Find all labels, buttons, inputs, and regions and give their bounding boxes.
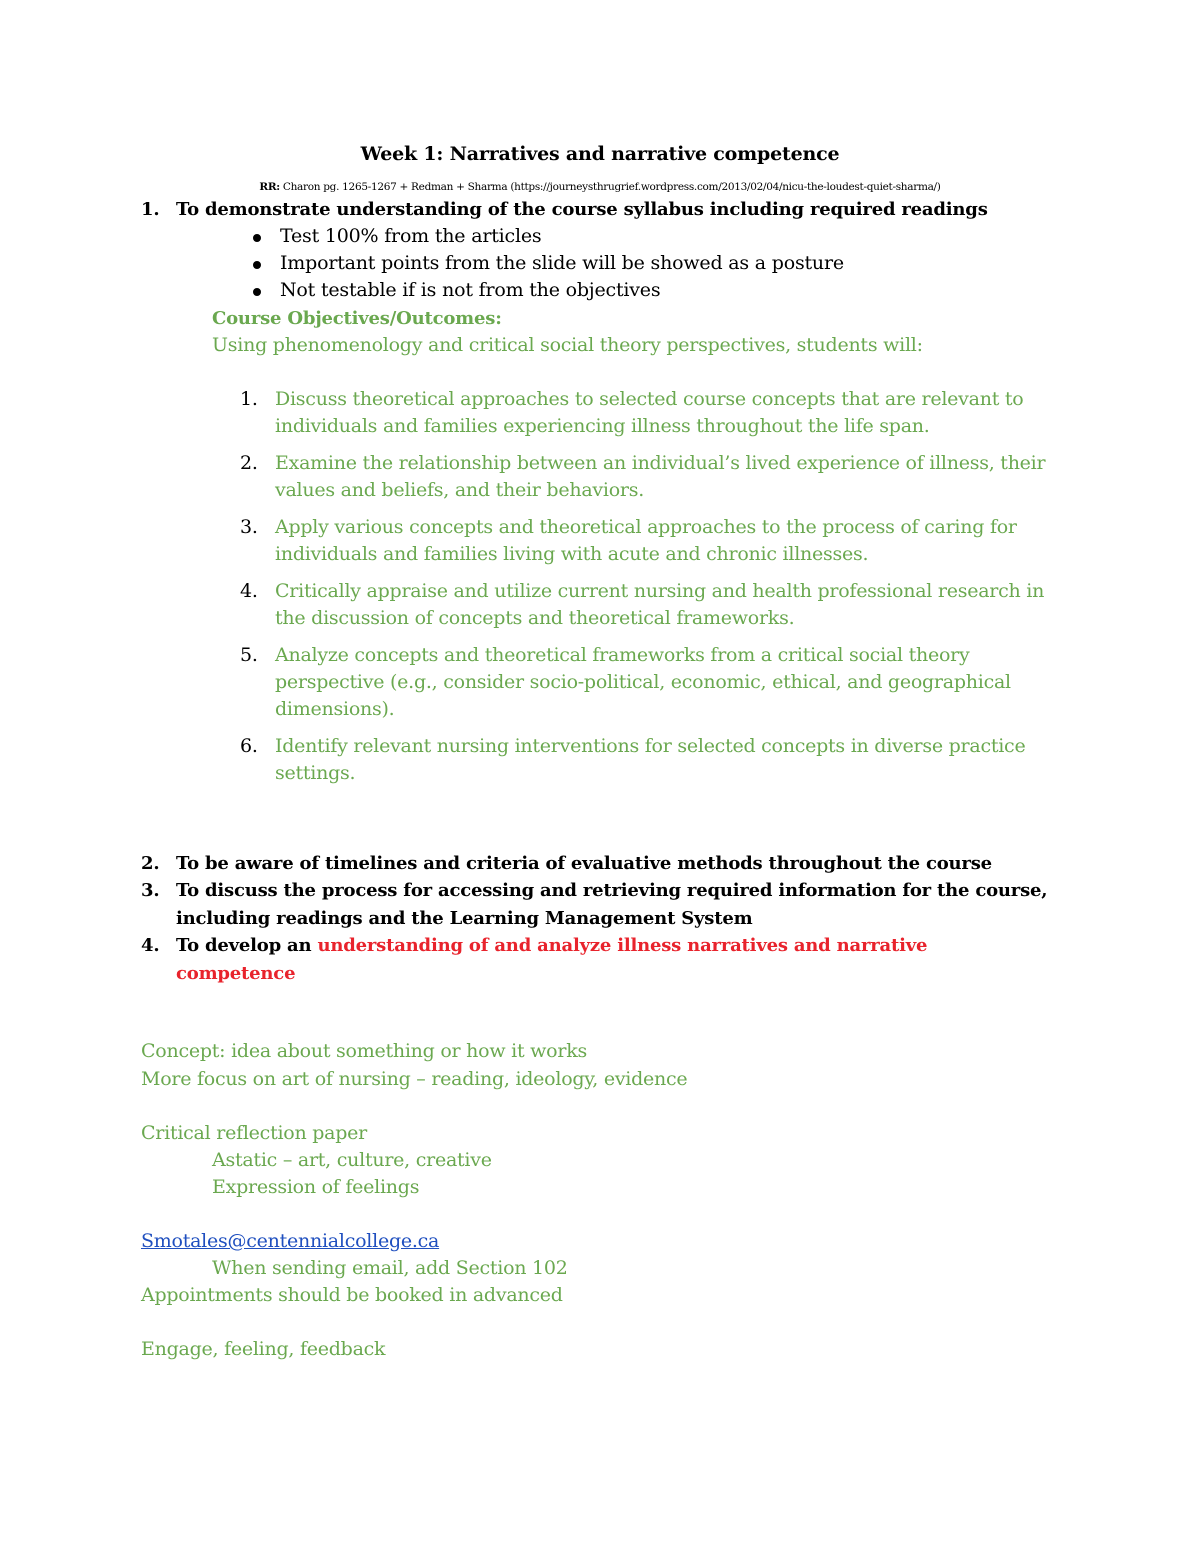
objective-number: 3. xyxy=(141,880,160,901)
list-number: 6. xyxy=(240,735,258,757)
list-number: 4. xyxy=(240,580,258,602)
required-readings-text: Charon pg. 1265-1267 + Redman + Sharma (https://journeysthrugrief.wordpress.com/2013/02/04/nicu-the-loudest-quiet-sharma/) xyxy=(279,181,941,193)
highlighted-text: understanding of and analyze illness narratives and narrative xyxy=(317,935,928,956)
note-engage: Engage, feeling, feedback xyxy=(141,1338,386,1360)
bullet-text: Test 100% from the articles xyxy=(280,225,542,247)
list-number: 2. xyxy=(240,452,258,474)
bullet-dot xyxy=(253,288,261,296)
objective-number: 4. xyxy=(141,935,160,956)
list-line: perspective (e.g., consider socio-political, economic, ethical, and geographical xyxy=(275,671,1011,693)
list-line: the discussion of concepts and theoretical frameworks. xyxy=(275,607,795,629)
list-line: Analyze concepts and theoretical frameworks from a critical social theory xyxy=(275,644,970,666)
list-number: 1. xyxy=(240,388,258,410)
required-readings-label: RR: xyxy=(259,181,280,193)
note-paper: Critical reflection paper xyxy=(141,1122,367,1144)
note-appointments: Appointments should be booked in advanced xyxy=(141,1284,563,1306)
course-objectives-intro: Using phenomenology and critical social theory perspectives, students will: xyxy=(212,334,923,356)
objective-text: To be aware of timelines and criteria of evaluative methods throughout the course xyxy=(176,853,992,874)
required-readings xyxy=(0,181,1200,193)
list-line: Discuss theoretical approaches to selected course concepts that are relevant to xyxy=(275,388,1024,410)
list-line: values and beliefs, and their behaviors. xyxy=(275,479,645,501)
bullet-dot xyxy=(253,234,261,242)
list-line: Apply various concepts and theoretical approaches to the process of caring for xyxy=(275,516,1017,538)
note-email-instruction: When sending email, add Section 102 xyxy=(212,1257,568,1279)
bullet-dot xyxy=(253,261,261,269)
note-focus: More focus on art of nursing – reading, ideology, evidence xyxy=(141,1068,688,1090)
note-expression: Expression of feelings xyxy=(212,1176,420,1198)
list-line: individuals and families living with acute and chronic illnesses. xyxy=(275,543,869,565)
list-line: Critically appraise and utilize current nursing and health professional research in xyxy=(275,580,1045,602)
bullet-text: Not testable if is not from the objectives xyxy=(280,279,661,301)
list-line: Identify relevant nursing interventions for selected concepts in diverse practice xyxy=(275,735,1026,757)
list-line: Examine the relationship between an individual’s lived experience of illness, their xyxy=(275,452,1046,474)
page-title: Week 1: Narratives and narrative competence xyxy=(360,143,840,165)
course-objectives-heading: Course Objectives/Outcomes: xyxy=(212,308,502,329)
email-link[interactable]: Smotales@centennialcollege.ca xyxy=(141,1230,440,1252)
note-concept: Concept: idea about something or how it works xyxy=(141,1040,587,1062)
list-number: 3. xyxy=(240,516,258,538)
objective-text: To discuss the process for accessing and retrieving required information for the course, xyxy=(176,880,1048,901)
list-number: 5. xyxy=(240,644,258,666)
objective-number: 1. xyxy=(141,199,160,220)
objective-number: 2. xyxy=(141,853,160,874)
list-line: individuals and families experiencing illness throughout the life span. xyxy=(275,415,930,437)
list-line: settings. xyxy=(275,762,356,784)
bullet-text: Important points from the slide will be showed as a posture xyxy=(280,252,844,274)
objective-text: including readings and the Learning Management System xyxy=(176,908,753,929)
note-astatic: Astatic – art, culture, creative xyxy=(212,1149,492,1171)
highlighted-text: competence xyxy=(176,963,296,984)
objective-text: To demonstrate understanding of the course syllabus including required readings xyxy=(176,199,988,220)
objective-text: To develop an xyxy=(176,935,318,956)
list-line: dimensions). xyxy=(275,698,395,720)
